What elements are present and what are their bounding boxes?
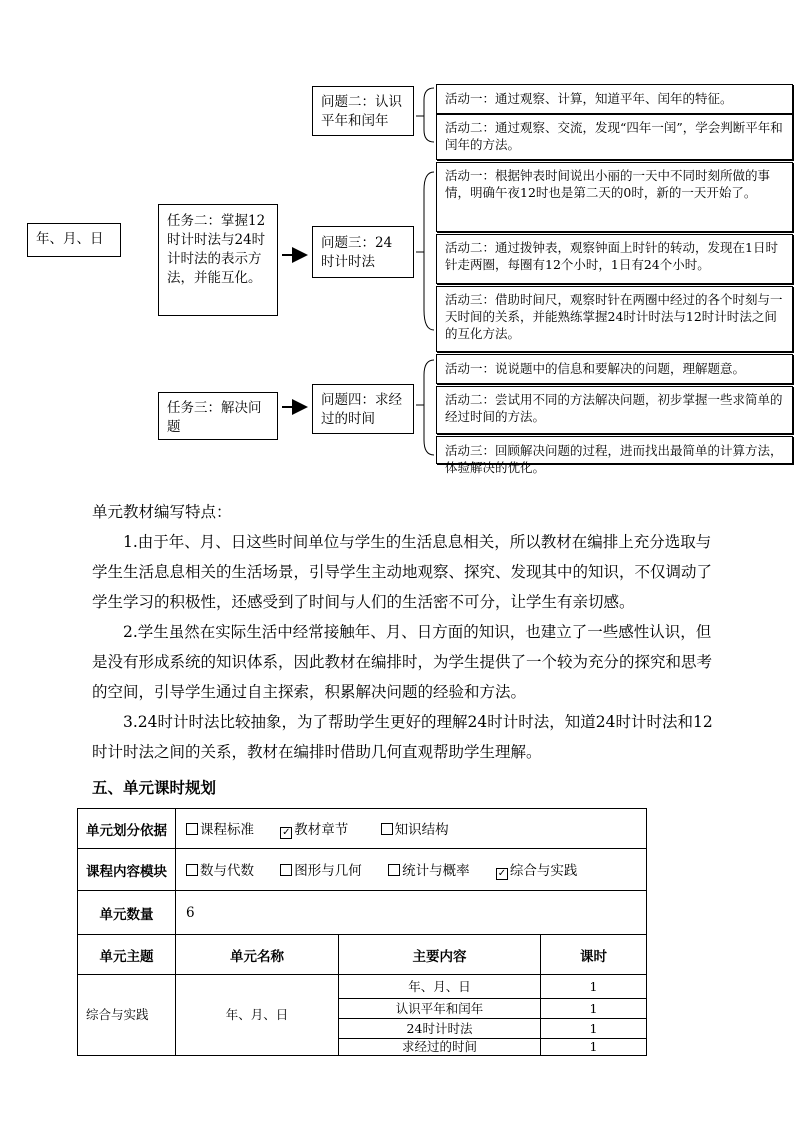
features-paragraph-1: 1.由于年、月、日这些时间单位与学生的生活息息相关，所以教材在编排上充分选取与学生生活息息相关的生活场景，引导学生主动地观察、探究、发现其中的知识，不仅调动了学生学习的积极性，还感受到了时间与人们的生活密不可分，让学生有亲切感。 — [92, 533, 713, 611]
header-theme: 单元主题 — [78, 935, 176, 975]
checkbox-icon — [388, 864, 400, 876]
task2-node: 任务二：掌握12时计时法与24时计时法的表示方法，并能互化。 — [158, 204, 278, 316]
table-row-hours: 1 — [541, 999, 647, 1019]
features-paragraph-2: 2.学生虽然在实际生活中经常接触年、月、日方面的知识，也建立了一些感性认识，但是没有形成系统的知识体系，因此教材在编排时，为学生提供了一个较为充分的探究和思考的空间，引导学生通过自主探索，积累解决问题的经验和方法。 — [92, 623, 713, 701]
checkbox-checked-icon: ✓ — [497, 868, 507, 879]
checkbox-icon — [186, 864, 198, 876]
q4-activity-1: 活动一：说说题中的信息和要解决的问题，理解题意。 — [436, 354, 793, 384]
q2-node: 问题二：认识平年和闰年 — [312, 86, 414, 136]
basis-option-3[interactable]: 知识结构 — [381, 822, 449, 838]
basis-label: 单元划分依据 — [78, 809, 176, 849]
task3-node: 任务三：解决问题 — [158, 392, 278, 440]
q4-activity-3: 活动三：回顾解决问题的过程，进而找出最简单的计算方法，体验解决的优化。 — [436, 436, 793, 464]
root-node: 年、月、日 — [27, 223, 121, 257]
table-row-hours: 1 — [541, 1019, 647, 1039]
checkbox-checked-icon: ✓ — [282, 827, 291, 838]
features-paragraph-3: 3.24时计时法比较抽象，为了帮助学生更好的理解24时计时法，知道24时计时法和12时计时法之间的关系，教材在编排时借助几何直观帮助学生理解。 — [92, 713, 713, 761]
basis-options — [176, 809, 647, 849]
brace-q4 — [416, 360, 434, 455]
table-row-content: 求经过的时间 — [339, 1039, 541, 1056]
table-row-content: 24时计时法 — [339, 1019, 541, 1039]
q4-activity-2: 活动二：尝试用不同的方法解决问题，初步掌握一些求简单的经过时间的方法。 — [436, 386, 793, 434]
q2-activity-2: 活动二：通过观察、交流，发现“四年一闰”，学会判断平年和闰年的方法。 — [436, 114, 793, 160]
q3-node: 问题三：24时计时法 — [312, 226, 414, 278]
checkbox-icon — [280, 864, 292, 876]
checkbox-icon — [186, 823, 198, 835]
unit-name-cell: 年、月、日 — [176, 975, 339, 1056]
theme-cell: 综合与实践 — [78, 975, 176, 1056]
brace-q3 — [416, 172, 434, 330]
count-value: 6 — [176, 891, 647, 935]
table-row-content: 年、月、日 — [339, 975, 541, 999]
basis-option-1[interactable]: 课程标准 — [186, 822, 254, 838]
table-row-content: 认识平年和闰年 — [339, 999, 541, 1019]
basis-option-2[interactable]: ✓ 教材章节 — [282, 822, 349, 838]
q4-node: 问题四：求经过的时间 — [312, 384, 414, 434]
module-label: 课程内容模块 — [78, 849, 176, 891]
header-unit-name: 单元名称 — [176, 935, 339, 975]
table-row-hours: 1 — [541, 975, 647, 999]
module-option-2[interactable]: 图形与几何 — [280, 863, 362, 879]
header-hours: 课时 — [541, 935, 647, 975]
module-option-4[interactable]: ✓ 综合与实践 — [497, 863, 578, 879]
module-option-3[interactable]: 统计与概率 — [388, 863, 470, 879]
brace-q2 — [416, 88, 434, 142]
q3-activity-3: 活动三：借助时间尺，观察时针在两圈中经过的各个时刻与一天时间的关系，并能熟练掌握24时计时法与12时计时法之间的互化方法。 — [436, 286, 793, 352]
count-label: 单元数量 — [78, 891, 176, 935]
table-row-hours: 1 — [541, 1039, 647, 1056]
lesson-plan-table — [77, 808, 647, 1056]
module-option-1[interactable]: 数与代数 — [186, 863, 254, 879]
features-heading: 单元教材编写特点： — [92, 503, 232, 521]
q2-activity-1: 活动一：通过观察、计算，知道平年、闰年的特征。 — [436, 84, 793, 114]
checkbox-icon — [381, 823, 393, 835]
section-title: 五、单元课时规划 — [92, 779, 217, 797]
module-options — [176, 849, 647, 891]
q3-activity-2: 活动二：通过拨钟表，观察钟面上时针的转动，发现在1日时针走两圈，每圈有12个小时，1日有24个小时。 — [436, 234, 793, 284]
header-content: 主要内容 — [339, 935, 541, 975]
q3-activity-1: 活动一：根据钟表时间说出小丽的一天中不同时刻所做的事情，明确午夜12时也是第二天的0时，新的一天开始了。 — [436, 162, 793, 232]
